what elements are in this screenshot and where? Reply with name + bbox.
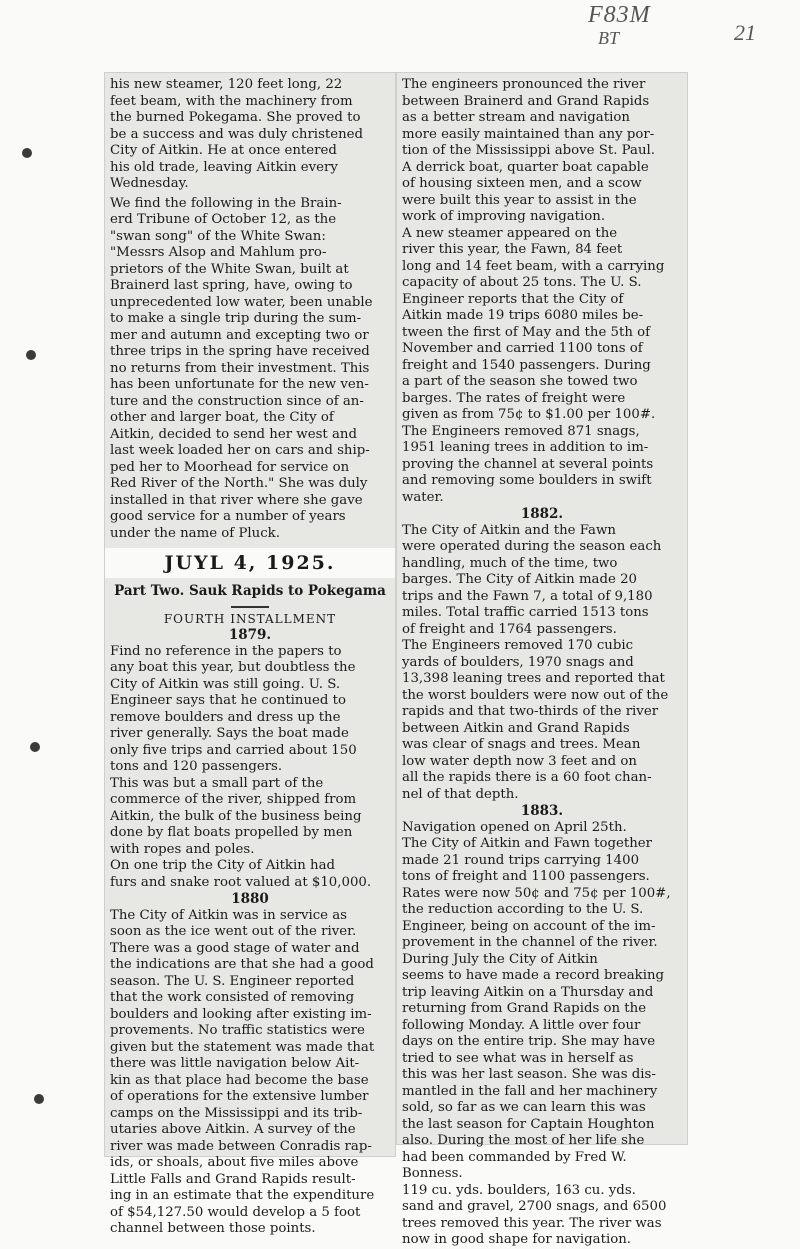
text-line: handling, much of the time, two	[402, 555, 618, 571]
text-line: good service for a number of years	[110, 509, 346, 524]
paragraph-fawn-steamer	[402, 226, 682, 424]
binder-hole-mark	[26, 350, 36, 360]
text-line: provements. No traffic statistics were	[110, 1023, 365, 1038]
text-line: commerce of the river, shipped from	[110, 792, 357, 807]
installment-heading: FOURTH INSTALLMENT	[163, 612, 337, 626]
text-line: The City of Aitkin and Fawn together	[402, 836, 653, 851]
text-line: A new steamer appeared on the	[402, 225, 618, 241]
text-line: this was her last season. She was dis-	[402, 1067, 656, 1082]
text-line: was clear of snags and trees. Mean	[402, 737, 641, 752]
text-line: erd Tribune of October 12, as the	[110, 212, 337, 227]
text-line: mer and autumn and excepting two or	[110, 327, 369, 343]
paragraph-1883-record-trip	[402, 952, 682, 1183]
text-line: the last season for Captain Houghton	[402, 1116, 655, 1132]
text-line: river this year, the Fawn, 84 feet	[402, 242, 623, 257]
text-line: Aitkin made 19 trips 6080 miles be-	[402, 308, 644, 323]
text-line: 1951 leaning trees in addition to im-	[402, 440, 649, 455]
text-line: kin as that place had become the base	[110, 1072, 369, 1088]
text-line: his old trade, leaving Aitkin every	[110, 159, 338, 175]
text-line: trips and the Fawn 7, a total of 9,180	[402, 588, 653, 604]
text-line: done by flat boats propelled by men	[110, 825, 353, 840]
year-heading-1883: 1883.	[520, 803, 564, 819]
paragraph-snags-removed	[402, 424, 682, 507]
paragraph-1882-engineers	[402, 638, 682, 803]
newspaper-clipping-left-column	[104, 72, 396, 1236]
paragraph-1880	[110, 908, 390, 1238]
text-line: ids, or shoals, about five miles above	[110, 1155, 359, 1170]
paragraph-engineers-river	[402, 77, 682, 160]
paragraph-1879-furs	[110, 858, 390, 891]
text-line: any boat this year, but doubtless the	[110, 660, 356, 675]
text-line: There was a good stage of water and	[110, 940, 360, 956]
text-line: November and carried 1100 tons of	[402, 341, 643, 356]
text-line: yards of boulders, 1970 snags and	[402, 654, 634, 670]
paragraph-1879-boat	[110, 644, 390, 776]
text-line: that the work consisted of removing	[110, 990, 355, 1005]
text-line: tween the first of May and the 5th of	[402, 324, 651, 340]
text-line: has been unfortunate for the new ven-	[110, 377, 369, 392]
text-line: feet beam, with the machinery from	[110, 93, 353, 109]
text-line: water.	[402, 489, 444, 505]
text-line: 13,398 leaning trees and reported that	[402, 671, 665, 686]
text-line: were built this year to assist in the	[402, 192, 637, 208]
text-line: mantled in the fall and her machinery	[402, 1083, 658, 1099]
text-line: proving the channel at several points	[402, 456, 654, 472]
text-line: seems to have made a record breaking	[402, 968, 665, 983]
text-line: Rates were now 50¢ and 75¢ per 100#,	[402, 885, 671, 901]
text-line: remove boulders and dress up the	[110, 709, 341, 725]
paragraph-1882-operations	[402, 523, 682, 639]
text-line: prietors of the White Swan, built at	[110, 261, 349, 277]
paragraph-1883-removals	[402, 1183, 682, 1249]
text-line: The engineers pronounced the river	[402, 77, 646, 92]
text-line: furs and snake root valued at $10,000.	[110, 874, 372, 890]
clipping-dateline: JUYL 4, 1925.	[105, 548, 395, 578]
text-line: three trips in the spring have received	[110, 344, 370, 359]
text-line: freight and 1540 passengers. During	[402, 357, 651, 373]
text-line: tons and 120 passengers.	[110, 759, 283, 774]
text-line: The Engineers removed 170 cubic	[402, 638, 634, 653]
text-line: low water depth now 3 feet and on	[402, 753, 637, 769]
text-line: installed in that river where she gave	[110, 492, 363, 508]
text-line: Wednesday.	[110, 176, 189, 191]
text-line: of $54,127.50 would develop a 5 foot	[110, 1204, 361, 1220]
text-line: all the rapids there is a 60 foot chan-	[402, 770, 652, 785]
text-line: river generally. Says the boat made	[110, 726, 349, 741]
text-line: utaries above Aitkin. A survey of the	[110, 1122, 356, 1137]
text-line: unprecedented low water, been unable	[110, 294, 373, 310]
text-line: Engineer says that he continued to	[110, 693, 346, 708]
text-line: days on the entire trip. She may have	[402, 1034, 656, 1049]
text-line: tried to see what was in herself as	[402, 1050, 634, 1066]
text-line: This was but a small part of the	[110, 775, 324, 791]
text-line: following Monday. A little over four	[402, 1017, 641, 1033]
text-line: boulders and looking after existing im-	[110, 1006, 372, 1022]
text-line: nel of that depth.	[402, 786, 519, 802]
paragraph-1879-commerce	[110, 776, 390, 859]
text-line: given but the statement was made that	[110, 1039, 375, 1055]
text-line: of operations for the extensive lumber	[110, 1089, 369, 1104]
text-line: City of Aitkin was still going. U. S.	[110, 676, 341, 692]
binder-hole-mark	[22, 148, 32, 158]
text-line: now in good shape for navigation.	[402, 1232, 632, 1247]
text-line: capacity of about 25 tons. The U. S.	[402, 275, 642, 290]
text-line: The City of Aitkin was in service as	[110, 907, 348, 923]
text-line: rapids and that two-thirds of the river	[402, 704, 659, 719]
text-line: the reduction according to the U. S.	[402, 902, 644, 917]
paragraph-1883-navigation	[402, 820, 682, 952]
text-line: to make a single trip during the sum-	[110, 311, 362, 326]
paragraph-new-steamer	[110, 77, 390, 193]
archive-reference-submark: BT	[598, 28, 620, 48]
text-line: more easily maintained than any por-	[402, 126, 655, 142]
text-line: We find the following in the Brain-	[110, 195, 342, 211]
text-line: tion of the Mississippi above St. Paul.	[402, 143, 655, 158]
text-line: Engineer reports that the City of	[402, 291, 624, 307]
text-line: City of Aitkin. He at once entered	[110, 143, 337, 158]
text-line: During July the City of Aitkin	[402, 951, 598, 967]
text-line: only five trips and carried about 150	[110, 742, 357, 758]
text-line: other and larger boat, the City of	[110, 410, 334, 425]
text-line: barges. The City of Aitkin made 20	[402, 572, 638, 587]
text-line: "swan song" of the White Swan:	[110, 228, 326, 244]
text-line: were operated during the season each	[402, 539, 662, 554]
section-title: Part Two. Sauk Rapids to Pokegama	[114, 583, 386, 599]
text-line: the indications are that she had a good	[110, 957, 374, 972]
text-line: of freight and 1764 passengers.	[402, 621, 617, 637]
text-line: Bonness.	[402, 1166, 463, 1181]
text-line: sand and gravel, 2700 snags, and 6500	[402, 1199, 667, 1214]
text-line: a part of the season she towed two	[402, 374, 638, 389]
text-line: work of improving navigation.	[402, 209, 606, 224]
text-line: Red River of the North." She was duly	[110, 476, 368, 491]
text-line: ped her to Moorhead for service on	[110, 459, 350, 475]
binder-hole-mark	[30, 742, 40, 752]
text-line: long and 14 feet beam, with a carrying	[402, 258, 665, 274]
year-heading-1882: 1882.	[520, 506, 564, 522]
text-line: The Engineers removed 871 snags,	[402, 423, 640, 439]
page-number: 21	[734, 20, 756, 45]
text-line: and removing some boulders in swift	[402, 473, 652, 488]
text-line: ing in an estimate that the expenditure	[110, 1188, 375, 1203]
newspaper-clipping-right-column	[396, 72, 688, 1247]
text-line: the worst boulders were now out of the	[402, 687, 669, 703]
text-line: between Aitkin and Grand Rapids	[402, 720, 630, 736]
text-line: A derrick boat, quarter boat capable	[402, 159, 649, 175]
text-line: soon as the ice went out of the river.	[110, 924, 357, 939]
text-line: last week loaded her on cars and ship-	[110, 443, 370, 458]
text-line: Brainerd last spring, have, owing to	[110, 278, 353, 293]
text-line: trip leaving Aitkin on a Thursday and	[402, 984, 654, 1000]
text-line: Engineer, being on account of the im-	[402, 918, 656, 934]
text-line: also. During the most of her life she	[402, 1133, 645, 1148]
text-line: under the name of Pluck.	[110, 525, 280, 541]
text-line: channel between those points.	[110, 1221, 316, 1236]
year-heading-1880: 1880	[231, 891, 269, 907]
paragraph-derrick-boat	[402, 160, 682, 226]
title-divider	[231, 606, 269, 608]
text-line: sold, so far as we can learn this was	[402, 1100, 646, 1115]
text-line: made 21 round trips carrying 1400	[402, 852, 640, 868]
text-line: river was made between Conradis rap-	[110, 1138, 372, 1154]
text-line: tons of freight and 1100 passengers.	[402, 869, 650, 884]
text-line: had been commanded by Fred W.	[402, 1149, 627, 1165]
paragraph-swan-song	[110, 196, 390, 543]
text-line: "Messrs Alsop and Mahlum pro-	[110, 245, 327, 260]
text-line: his new steamer, 120 feet long, 22	[110, 77, 343, 92]
text-line: returning from Grand Rapids on the	[402, 1001, 647, 1016]
text-line: as a better stream and navigation	[402, 110, 630, 125]
text-line: ture and the construction since of an-	[110, 393, 364, 409]
text-line: given as from 75¢ to $1.00 per 100#.	[402, 407, 656, 422]
binder-hole-mark	[34, 1094, 44, 1104]
text-line: camps on the Mississippi and its trib-	[110, 1105, 363, 1121]
text-line: with ropes and poles.	[110, 841, 255, 857]
archive-reference-mark: F83M	[588, 2, 651, 28]
text-line: Navigation opened on April 25th.	[402, 819, 627, 835]
year-heading-1879: 1879.	[228, 627, 272, 643]
text-line: no returns from their investment. This	[110, 360, 370, 376]
text-line: Little Falls and Grand Rapids result-	[110, 1171, 356, 1187]
text-line: miles. Total traffic carried 1513 tons	[402, 605, 649, 620]
text-line: On one trip the City of Aitkin had	[110, 858, 336, 873]
text-line: barges. The rates of freight were	[402, 390, 626, 406]
text-line: be a success and was duly christened	[110, 126, 364, 142]
text-line: between Brainerd and Grand Rapids	[402, 93, 650, 109]
text-line: The City of Aitkin and the Fawn	[402, 522, 616, 538]
text-line: Aitkin, decided to send her west and	[110, 426, 357, 442]
text-line: 119 cu. yds. boulders, 163 cu. yds.	[402, 1182, 636, 1198]
text-line: trees removed this year. The river was	[402, 1215, 662, 1231]
text-line: Find no reference in the papers to	[110, 643, 342, 659]
text-line: there was little navigation below Ait-	[110, 1056, 360, 1071]
text-line: the burned Pokegama. She proved to	[110, 110, 361, 125]
text-line: of housing sixteen men, and a scow	[402, 176, 642, 191]
text-line: season. The U. S. Engineer reported	[110, 973, 355, 989]
text-line: Aitkin, the bulk of the business being	[110, 808, 362, 824]
text-line: provement in the channel of the river.	[402, 935, 658, 950]
